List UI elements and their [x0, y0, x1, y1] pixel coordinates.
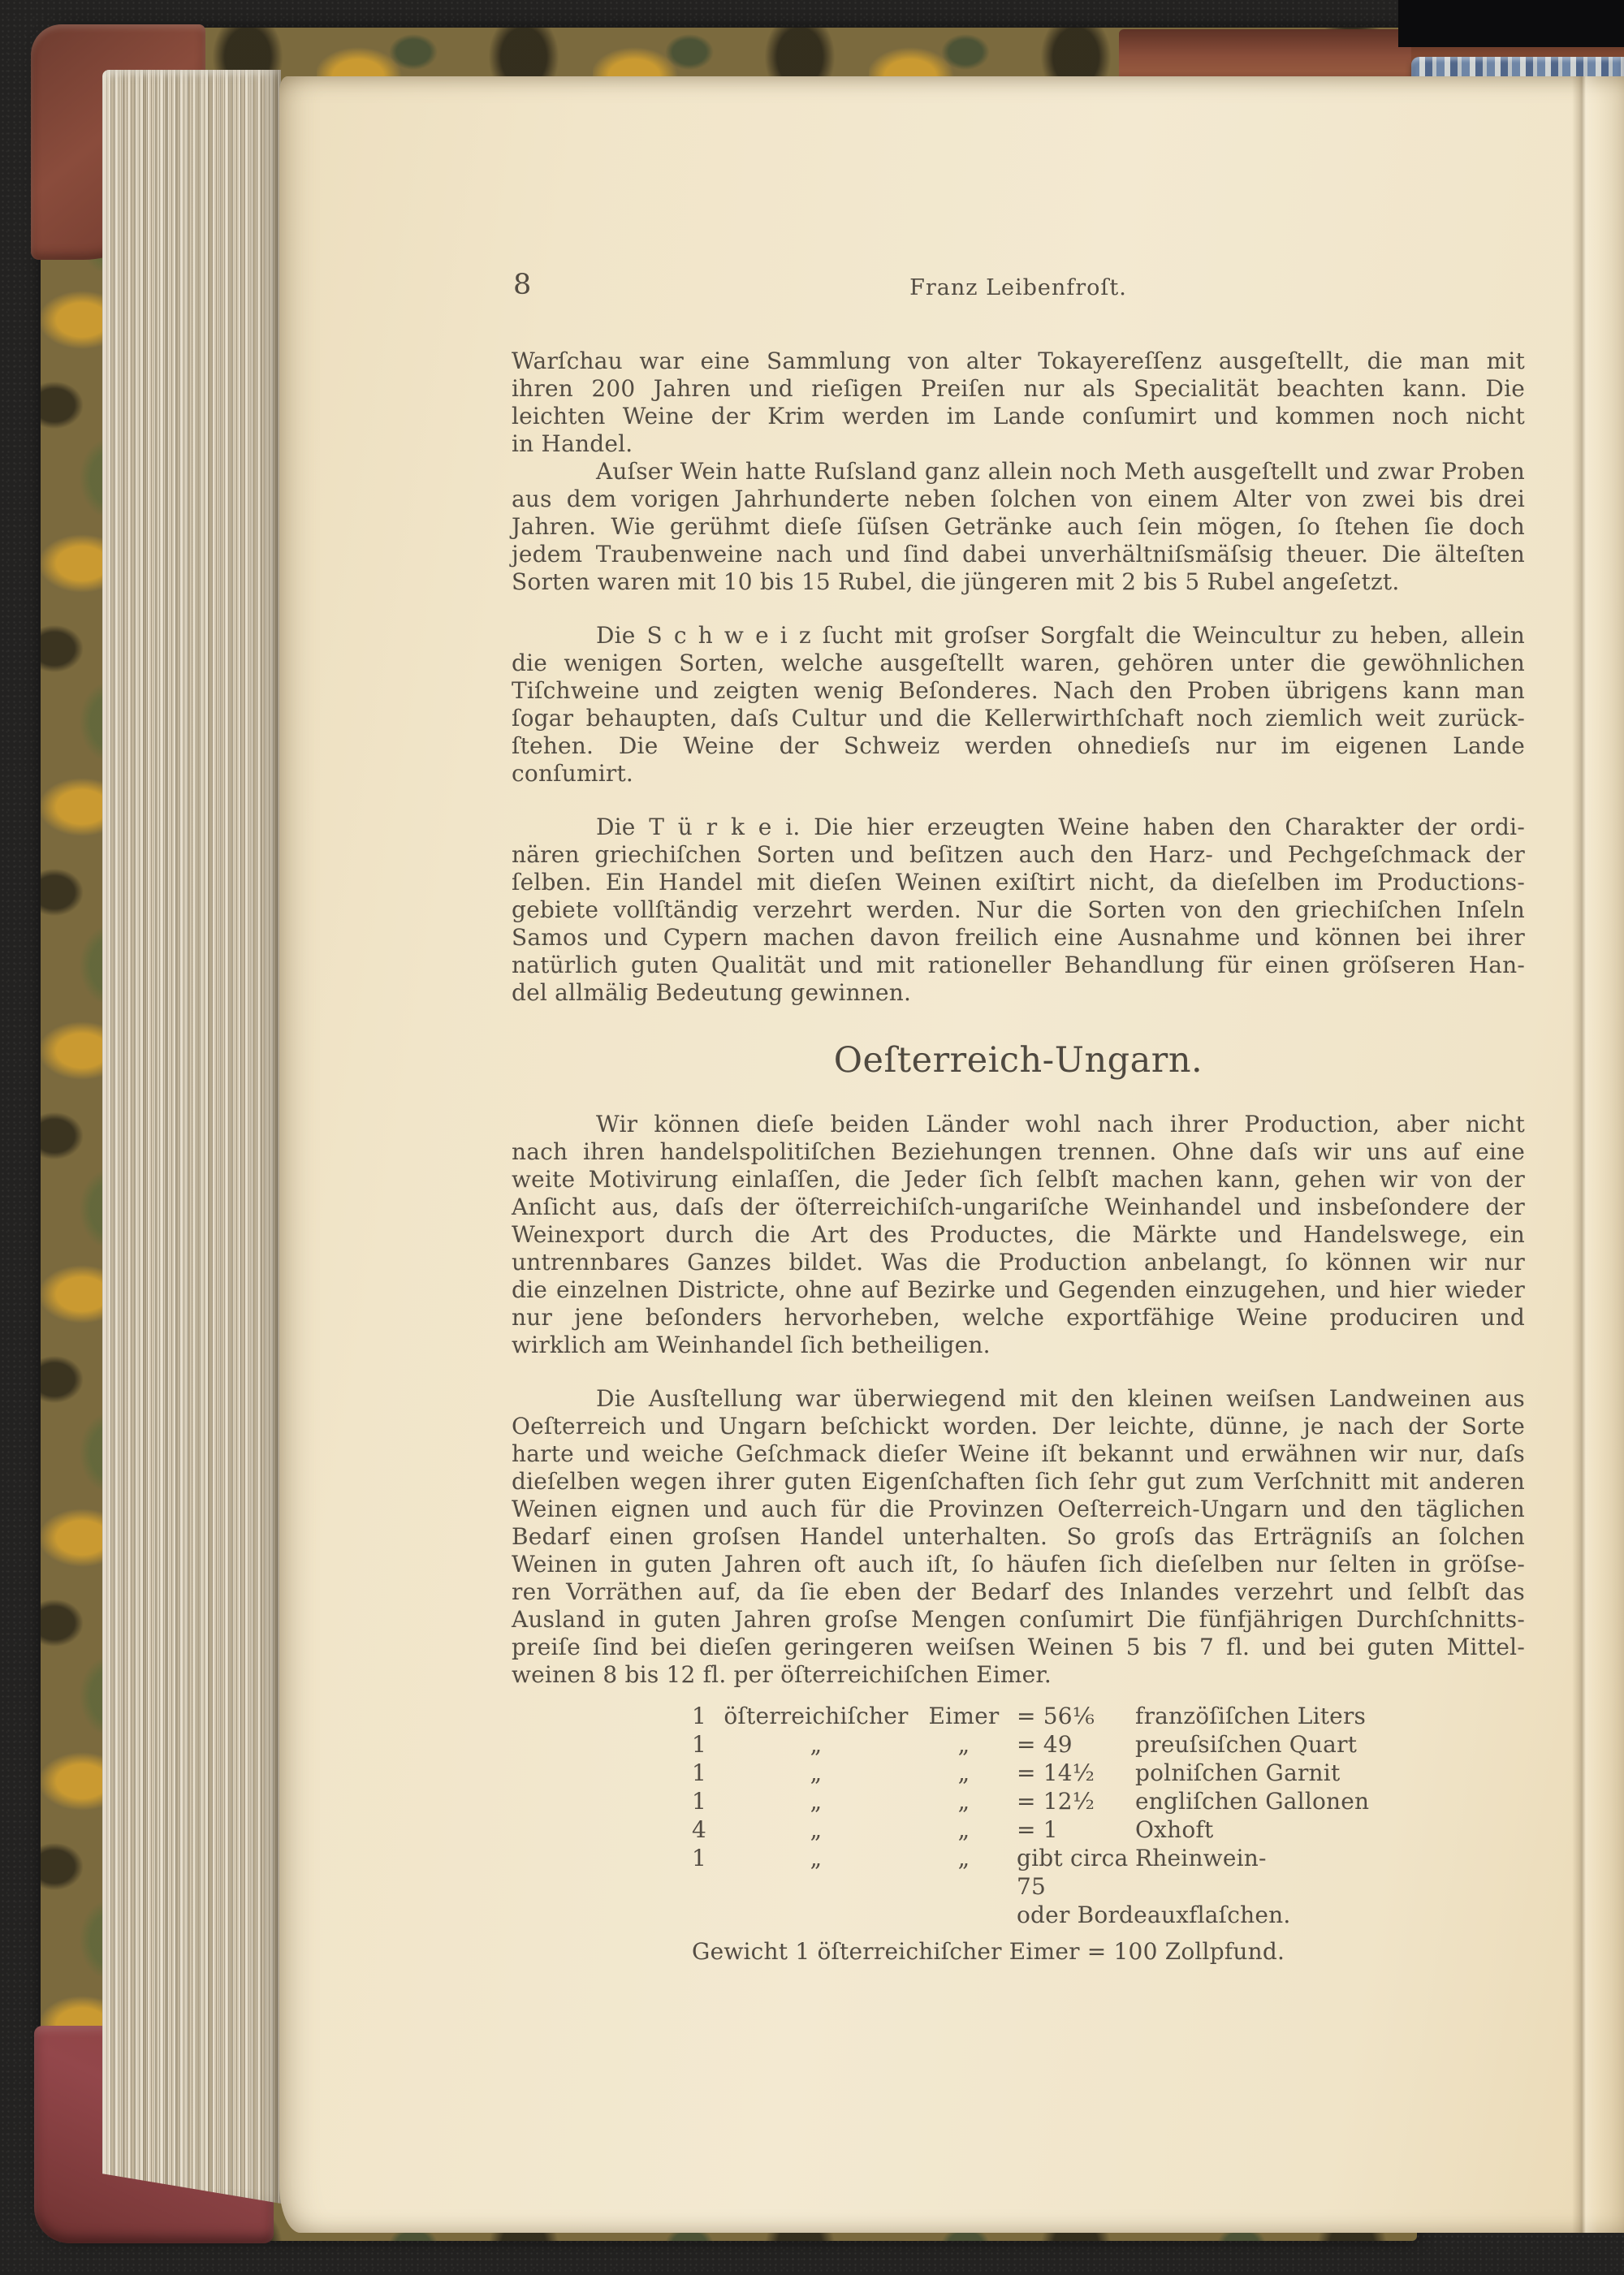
measure-cell: Rheinwein- [1135, 1845, 1267, 1871]
text-line: Warſchau war eine Sammlung von alter Tokayereſſenz ausgeſtellt, die man mit [512, 348, 1525, 374]
unit1-cell: „ [810, 1788, 823, 1815]
value-cell: gibt circa 75 [1017, 1845, 1129, 1900]
unit2-cell: „ [957, 1731, 970, 1758]
qty-cell: 1 [692, 1731, 707, 1758]
text-line: Jahren. Wie gerühmt dieſe ſüſsen Getränke auch ſein mögen, ſo ſtehen ſie doch [512, 513, 1525, 540]
table-row [692, 1702, 1439, 1730]
paragraph-warschau [512, 348, 1525, 458]
text-line: gebiete vollſtändig verzehrt werden. Nur die Sorten von den griechiſchen Inſeln [512, 896, 1525, 923]
text-line: Anſicht aus, daſs der öſterreichiſch-ungariſche Weinhandel und insbeſondere der [512, 1194, 1525, 1220]
text-line: natürlich guten Qualität und mit rationeller Behandlung für einen gröſseren Han- [512, 952, 1525, 978]
unit2-cell: „ [957, 1816, 970, 1843]
qty-cell: 1 [692, 1703, 707, 1729]
value-cell: = 14½ [1017, 1759, 1095, 1786]
text-line: Weinen eignen und auch für die Provinzen Oeſterreich-Ungarn und den täglichen [512, 1496, 1525, 1522]
measure-cell: franzöſiſchen Liters [1135, 1703, 1367, 1729]
text-line: Bedarf einen groſsen Handel unterhalten. So groſs das Erträgniſs an ſolchen [512, 1523, 1525, 1550]
text-line: Samos und Cypern machen davon freilich eine Ausnahme und können bei ihrer [512, 924, 1525, 951]
table-row [692, 1787, 1439, 1815]
text-line: ren Vorräthen auf, da ſie eben der Bedarf des Inlandes verzehrt und ſelbſt das [512, 1578, 1525, 1605]
text-line: nären griechiſchen Sorten und beſitzen auch den Harz- und Pechgeſchmack der [512, 841, 1525, 868]
table-continuation-line: oder Bordeauxflaſchen. [1017, 1902, 1291, 1928]
text-line: aus dem vorigen Jahrhunderte neben ſolchen von einem Alter von zwei bis drei [512, 486, 1525, 512]
page-header [512, 269, 1525, 310]
value-cell: = 1 [1017, 1816, 1058, 1843]
text-line: in Handel. [512, 430, 633, 457]
text-line: leichten Weine der Krim werden im Lande conſumirt und kommen noch nicht [512, 403, 1525, 430]
paragraph-russland-meth [512, 458, 1525, 596]
text-line: Ausland in guten Jahren groſse Mengen conſumirt Die fünfjährigen Durchſchnitts- [512, 1606, 1525, 1633]
scanner-shadow-top-right [1398, 0, 1624, 47]
unit2-cell: Eimer [928, 1703, 1000, 1729]
conversion-table [692, 1702, 1439, 1966]
paragraph-ausstellung [512, 1385, 1525, 1689]
measure-cell: engliſchen Gallonen [1135, 1788, 1370, 1815]
table-row [692, 1730, 1439, 1759]
text-line: weite Motivirung einlaſſen, die Jeder ſich ſelbſt machen kann, gehen wir von der [512, 1166, 1525, 1193]
text-line: die wenigen Sorten, welche ausgeſtellt waren, gehören unter die gewöhnlichen [512, 650, 1525, 676]
text-line: ſogar behaupten, daſs Cultur und die Kellerwirthſchaft noch ziemlich weit zurück- [512, 705, 1525, 732]
page-number: 8 [513, 269, 532, 301]
unit1-cell: öſterreichiſcher [723, 1703, 909, 1729]
text-line: ſelben. Ein Handel mit dieſen Weinen exiſtirt nicht, da dieſelben im Productions- [512, 869, 1525, 896]
paragraph-tuerkei [512, 814, 1525, 1007]
qty-cell: 1 [692, 1845, 707, 1871]
paragraph-schweiz [512, 622, 1525, 788]
text-line: jedem Traubenweine nach und ſind dabei unverhältniſsmäſsig theuer. Die älteſten [512, 541, 1525, 568]
text-line: Weinen in guten Jahren oft auch iſt, ſo häufen ſich dieſelben nur ſelten in gröſse- [512, 1551, 1525, 1578]
page-text [512, 269, 1525, 1966]
unit1-cell: „ [810, 1816, 823, 1843]
unit2-cell: „ [957, 1788, 970, 1815]
text-line: Tiſchweine und zeigten wenig Beſonderes. Nach den Proben übrigens kann man [512, 677, 1525, 704]
text-line: ſtehen. Die Weine der Schweiz werden ohnedieſs nur im eigenen Lande [512, 732, 1525, 759]
measure-cell: Oxhoft [1135, 1816, 1214, 1843]
measure-cell: polniſchen Garnit [1135, 1759, 1341, 1786]
text-line: Oeſterreich und Ungarn beſchickt worden. Der leichte, dünne, je nach der Sorte [512, 1413, 1525, 1440]
text-line: harte und weiche Geſchmack dieſer Weine iſt bekannt und erwähnen wir nur, daſs [512, 1440, 1525, 1467]
table-weight-line: Gewicht 1 öſterreichiſcher Eimer = 100 Zollpfund. [692, 1938, 1285, 1965]
value-cell: = 49 [1017, 1731, 1073, 1758]
text-line: Die S c h w e i z ſucht mit groſser Sorgfalt die Weincultur zu heben, allein [596, 622, 1525, 649]
page-gutter-crease [1572, 76, 1624, 2233]
text-line: preiſe ſind bei dieſen geringeren weiſsen Weinen 5 bis 7 fl. und bei guten Mittel- [512, 1634, 1525, 1660]
unit1-cell: „ [810, 1759, 823, 1786]
text-line: Auſser Wein hatte Ruſsland ganz allein noch Meth ausgeſtellt und zwar Proben [596, 458, 1525, 485]
text-line: conſumirt. [512, 760, 634, 787]
text-line: untrennbares Ganzes bildet. Was die Production anbelangt, ſo können wir nur [512, 1249, 1525, 1276]
page-fore-edge-stack [102, 70, 281, 2204]
text-line: dieſelben wegen ihrer guten Eigenſchaften ſich ſehr gut zum Verſchnitt mit anderen [512, 1468, 1525, 1495]
measure-cell: preuſsiſchen Quart [1135, 1731, 1358, 1758]
table-row [692, 1844, 1439, 1901]
text-line: del allmälig Bedeutung gewinnen. [512, 979, 912, 1006]
text-line: nur jene beſonders hervorheben, welche exportfähige Weine produciren und [512, 1304, 1525, 1331]
text-line: Wir können dieſe beiden Länder wohl nach ihrer Production, aber nicht [596, 1111, 1525, 1138]
text-line: wirklich am Weinhandel ſich betheiligen. [512, 1332, 991, 1358]
text-line: nach ihren handelspolitiſchen Beziehungen trennen. Ohne daſs wir uns auf eine [512, 1138, 1525, 1165]
text-line: Die Ausſtellung war überwiegend mit den kleinen weiſsen Landweinen aus [596, 1385, 1525, 1412]
qty-cell: 1 [692, 1788, 707, 1815]
qty-cell: 1 [692, 1759, 707, 1786]
text-line: weinen 8 bis 12 fl. per öſterreichiſchen Eimer. [512, 1661, 1052, 1688]
running-title: Franz Leibenfroſt. [909, 275, 1127, 300]
table-row [692, 1815, 1439, 1844]
unit2-cell: „ [957, 1845, 970, 1871]
unit2-cell: „ [957, 1759, 970, 1786]
value-cell: = 12½ [1017, 1788, 1095, 1815]
unit1-cell: „ [810, 1845, 823, 1871]
text-line: ihren 200 Jahren und rieſigen Preiſen nur als Specialität beachten kann. Die [512, 375, 1525, 402]
text-line: Weinexport durch die Art des Productes, die Märkte und Handelswege, ein [512, 1221, 1525, 1248]
table-row [692, 1759, 1439, 1787]
paragraph-oesterreich-intro [512, 1111, 1525, 1359]
value-cell: = 56⅙ [1017, 1703, 1095, 1729]
section-heading: Oeſterreich-Ungarn. [833, 1040, 1203, 1081]
text-line: Sorten waren mit 10 bis 15 Rubel, die jüngeren mit 2 bis 5 Rubel angeſetzt. [512, 568, 1400, 595]
text-line: Die T ü r k e i. Die hier erzeugten Weine haben den Charakter der ordi- [596, 814, 1525, 840]
unit1-cell: „ [810, 1731, 823, 1758]
text-line: die einzelnen Districte, ohne auf Bezirke und Gegenden einzugehen, und hier wieder [512, 1276, 1525, 1303]
qty-cell: 4 [692, 1816, 707, 1843]
